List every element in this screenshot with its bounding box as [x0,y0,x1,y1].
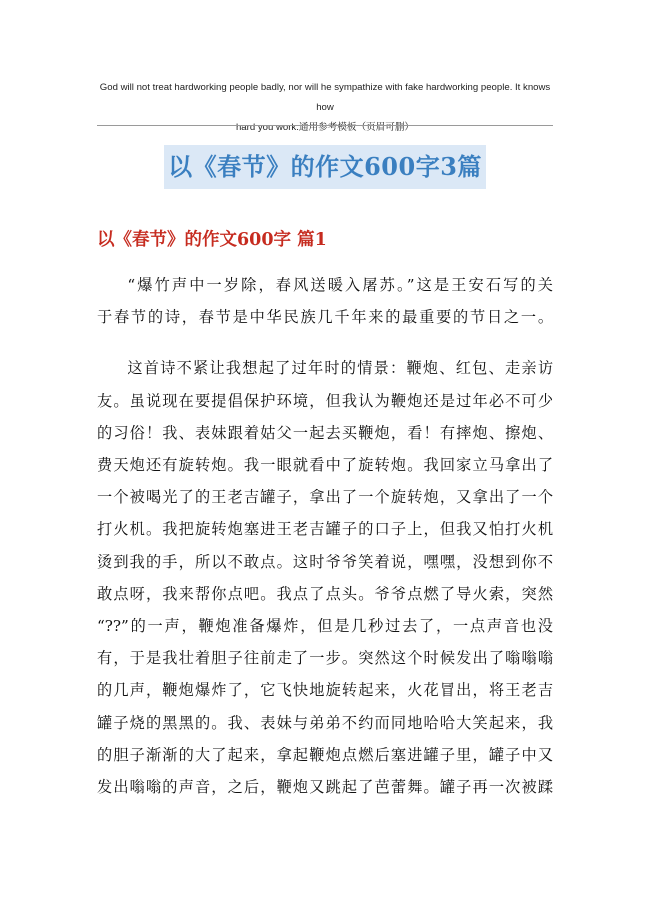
paragraph-line: 于春节的诗，春节是中华民族几千年来的最重要的节日之一。 [97,308,553,327]
paragraph-line: 发出嗡嗡的声音，之后，鞭炮又跳起了芭蕾舞。罐子再一次被蹂 [97,778,553,797]
header-line-1: God will not treat hardworking people badly, nor will he sympathize with fake hardworking people. It knows how [99,82,551,113]
paragraph-line: 友。虽说现在要提倡保护环境，但我认为鞭炮还是过年必不可少 [97,391,553,410]
page-header [90,78,560,138]
paragraph-line: 打火机。我把旋转炮塞进王老吉罐子的口子上，但我又怕打火机 [97,520,553,539]
paragraph-line: 的几声，鞭炮爆炸了，它飞快地旋转起来，火花冒出，将王老吉 [97,681,553,700]
header-line-2 [90,118,560,138]
header-divider [97,125,553,126]
paragraph-line: 罐子烧的黑黑的。我、表妹与弟弟不约而同地哈哈大笑起来，我 [97,713,553,732]
paragraph-line: “爆竹声中一岁除，春风送暖入屠苏。”这是王安石写的关 [127,276,553,294]
section-title: 以《春节》的作文600字 篇1 [97,230,327,250]
paragraph-line: 有，于是我壮着胆子往前走了一步。突然这个时候发出了嗡嗡嗡 [97,649,553,668]
header-line-2-cn: 通用参考模板（页眉可删） [298,122,415,133]
paragraph [97,269,553,333]
paragraph-line: 一个被喝光了的王老吉罐子，拿出了一个旋转炮，又拿出了一个 [97,488,553,507]
paragraph-line: 的胆子渐渐的大了起来，拿起鞭炮点燃后塞进罐子里，罐子中又 [97,745,553,764]
paragraph-line: “??”的一声，鞭炮准备爆炸，但是几秒过去了，一点声音也没 [97,617,553,636]
paragraph-line: 的习俗！我、表妹跟着姑父一起去买鞭炮，看！有摔炮、擦炮、 [97,423,553,442]
document-body [97,269,553,822]
paragraph [97,352,553,803]
paragraph-line: 敢点呀，我来帮你点吧。我点了点头。爷爷点燃了导火索，突然 [97,584,553,603]
paragraph-line: 烫到我的手，所以不敢点。这时爷爷笑着说，嘿嘿，没想到你不 [97,552,553,571]
document-title: 以《春节》的作文600字3篇 [164,145,486,189]
document-title-wrap [0,145,650,189]
paragraph-line: 费天炮还有旋转炮。我一眼就看中了旋转炮。我回家立马拿出了 [97,456,553,475]
paragraph-line: 这首诗不紧让我想起了过年时的情景：鞭炮、红包、走亲访 [127,359,553,378]
header-line-2-en: hard you work. [235,122,299,133]
